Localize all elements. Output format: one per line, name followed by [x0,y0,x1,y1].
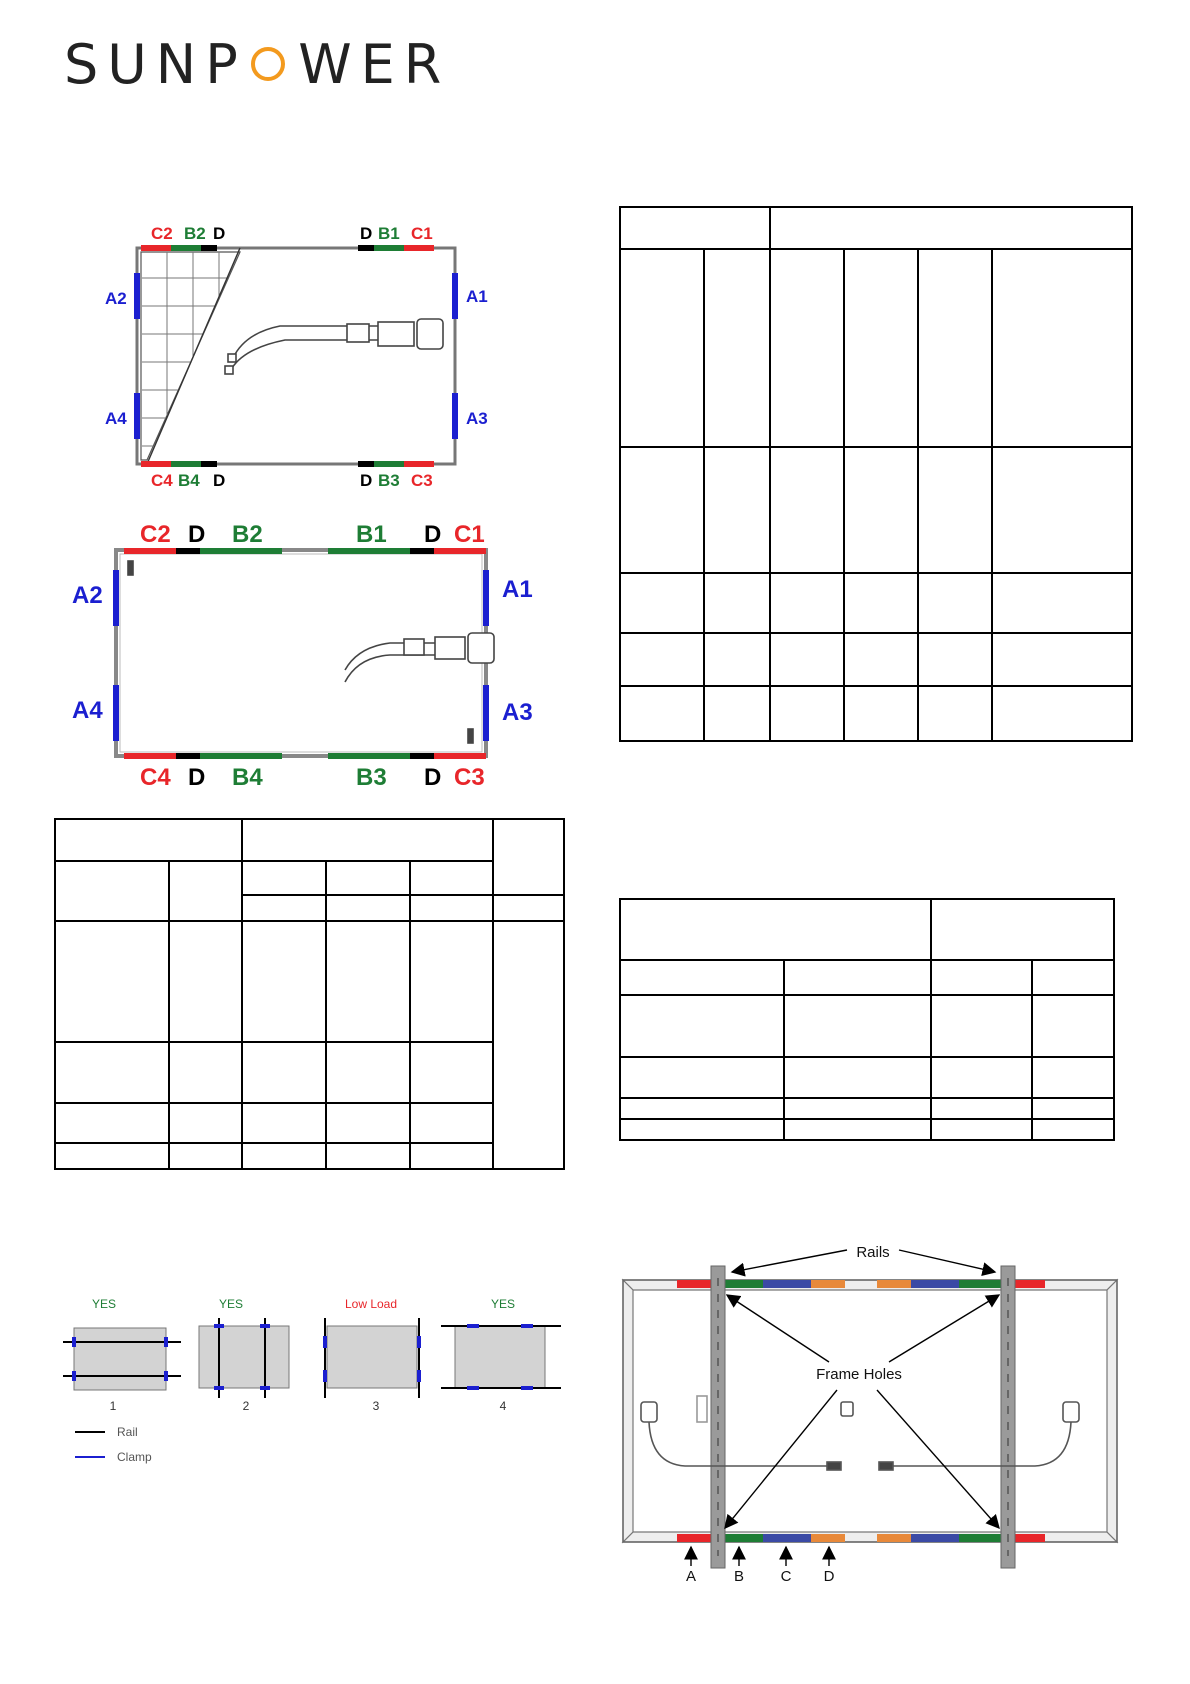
label-a2-back: A2 [72,582,103,609]
rails [711,1266,1015,1568]
option-3-number: 3 [372,1399,380,1413]
option-3-status: Low Load [344,1297,398,1311]
label-b2-back: B2 [232,521,263,548]
label-a4: A4 [105,409,127,428]
label-a3-back: A3 [502,699,533,726]
label-b1: B1 [378,224,400,243]
label-a3: A3 [466,409,488,428]
clamp-orientation-options [55,1290,575,1470]
label-a1-back: A1 [502,576,533,603]
label-c4: C4 [151,471,173,490]
option-1-diagram [63,1328,181,1390]
logo-text-part1: SUNP [64,33,247,96]
option-3-diagram [323,1318,421,1398]
rails-label: Rails [856,1244,890,1261]
label-b4: B4 [178,471,200,490]
module-frame-back [116,550,486,756]
label-d-back-bottom-left: D [188,764,206,791]
logo-text-part2: WER [298,33,451,96]
label-c1-back: C1 [454,521,485,548]
legend-rail-label: Rail [117,1425,138,1439]
label-c1: C1 [411,224,433,243]
label-d-top-right: D [360,224,373,243]
load-table-right-top [619,206,1133,742]
label-c4-back: C4 [140,764,171,791]
option-4-status: YES [490,1297,516,1311]
label-b3-back: B3 [356,764,387,791]
rails-frame-holes-diagram [615,1238,1125,1583]
label-d-top-left: D [213,224,226,243]
load-table-left [54,818,565,1170]
label-c2-back: C2 [140,521,171,548]
label-c3-back: C3 [454,764,485,791]
zone-label-a: A [685,1568,697,1583]
label-d-bottom-left: D [213,471,226,490]
label-b3: B3 [378,471,400,490]
label-c2: C2 [151,224,173,243]
option-2-diagram [199,1318,289,1398]
label-d-bottom-right: D [360,471,373,490]
label-b1-back: B1 [356,521,387,548]
option-1-number: 1 [109,1399,117,1413]
label-b2: B2 [184,224,206,243]
option-4-number: 4 [499,1399,507,1413]
zone-label-d: D [823,1568,835,1583]
label-c3: C3 [411,471,433,490]
option-2-status: YES [218,1297,244,1311]
option-1-status: YES [91,1297,117,1311]
load-table-right-bottom [619,898,1115,1141]
logo-sun-icon [251,47,285,81]
legend-clamp-label: Clamp [117,1450,152,1464]
option-2-number: 2 [242,1399,250,1413]
label-a2: A2 [105,289,127,308]
logo-sun-o [247,38,299,92]
label-b4-back: B4 [232,764,263,791]
zone-label-c: C [780,1568,792,1583]
rails-top-zones [677,1280,1045,1542]
sunpower-logo [64,33,451,96]
module-clamp-zone-diagram-back [60,515,550,795]
zone-label-b: B [733,1568,745,1583]
label-d-back-top-right: D [424,521,442,548]
label-d-back-bottom-right: D [424,764,442,791]
label-d-back-top-left: D [188,521,206,548]
option-4-diagram [441,1324,561,1390]
label-a4-back: A4 [72,697,103,724]
label-a1: A1 [466,287,488,306]
frame-holes-label: Frame Holes [816,1366,902,1383]
module-clamp-zone-diagram-top [95,218,515,498]
